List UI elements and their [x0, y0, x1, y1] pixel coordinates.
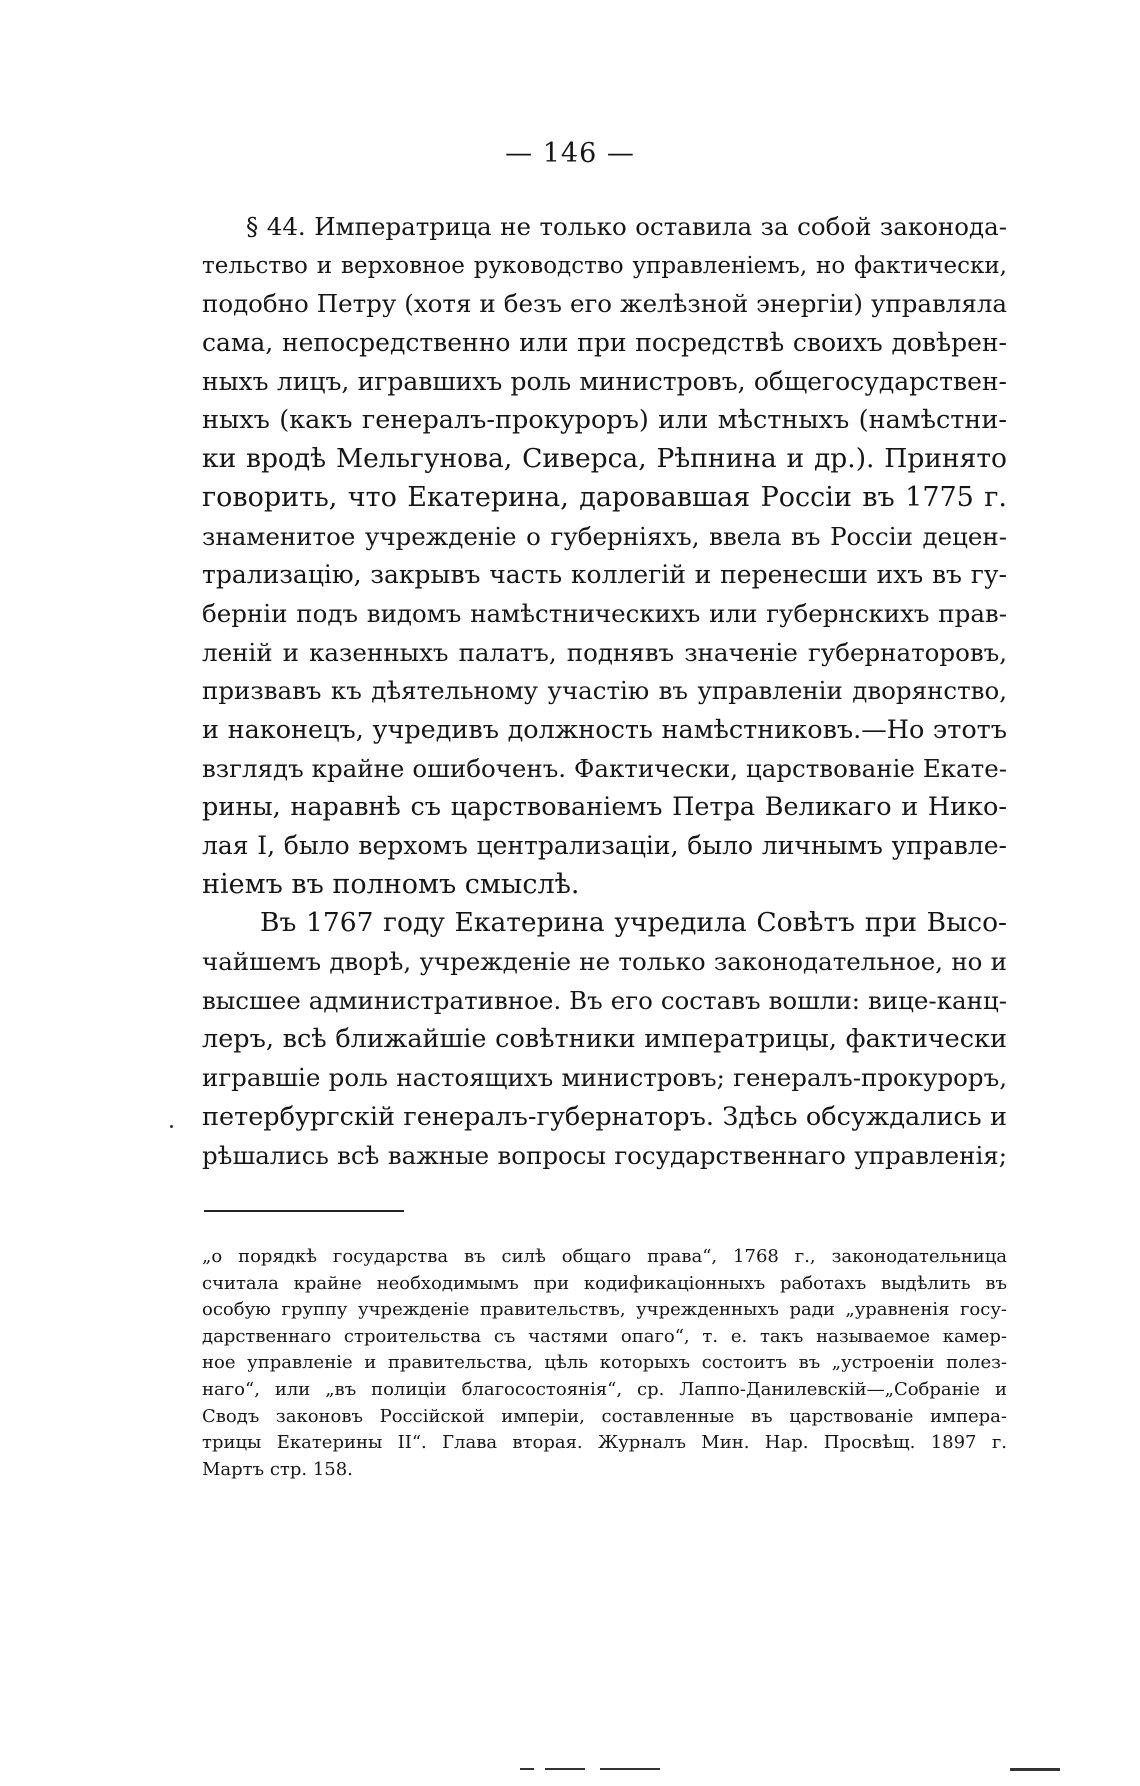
text-line: рины, наравнѣ съ царствованіемъ Петра Великаго и Нико-: [202, 792, 1007, 823]
text-line: ныхъ (какъ генералъ-прокуроръ) или мѣстныхъ (намѣстни-: [202, 405, 1007, 436]
text-line: ніемъ въ полномъ смыслѣ.: [202, 868, 580, 900]
text-line: тельство и верховное руководство управленіемъ, но фактически,: [202, 252, 1007, 279]
text-line: чайшемъ дворѣ, учрежденіе не только законодательное, но и: [202, 947, 1007, 977]
text-line: леръ, всѣ ближайшіе совѣтники императрицы, фактически: [202, 1024, 1007, 1055]
text-line: § 44. Императрица не только оставила за собой законода-: [246, 212, 1007, 241]
text-line: леній и казенныхъ палатъ, поднявъ значеніе губернаторовъ,: [202, 637, 1007, 667]
text-line: говорить, что Екатерина, даровавшая Россіи въ 1775 г.: [202, 481, 1007, 513]
text-line: сама, непосредственно или при посредствѣ своихъ довѣрен-: [202, 328, 1007, 358]
text-line: рѣшались всѣ важные вопросы государственнаго управленія;: [202, 1140, 1007, 1170]
text-line: ки вродѣ Мельгунова, Сиверса, Рѣпнина и др.). Принято: [202, 443, 1007, 475]
text-line: петербургскій генералъ-губернаторъ. Здѣсь обсуждались и: [202, 1101, 1007, 1132]
footnote-line: особую группу учрежденіе правительствъ, учрежденныхъ ради „уравненія госу-: [202, 1299, 1007, 1321]
text-line: ныхъ лицъ, игравшихъ роль министровъ, общегосударствен-: [202, 366, 1007, 396]
text-line: трализацію, закрывъ часть коллегій и перенесши ихъ въ гу-: [202, 560, 1007, 590]
text-line: знаменитое учрежденіе о губерніяхъ, ввела въ Россіи децен-: [202, 521, 1007, 551]
footnote-line: трицы Екатерины II“. Глава вторая. Журналъ Мин. Нар. Просвѣщ. 1897 г.: [202, 1432, 1007, 1454]
text-line: подобно Петру (хотя и безъ его желѣзной энергіи) управляла: [202, 289, 1007, 319]
text-line: высшее административное. Въ его составъ вошли: вице-канц-: [202, 985, 1007, 1015]
text-line: игравшіе роль настоящихъ министровъ; генералъ-прокуроръ,: [202, 1063, 1007, 1093]
text-line: берніи подъ видомъ намѣстническихъ или губернскихъ прав-: [202, 598, 1007, 628]
footnote-divider: [204, 1210, 404, 1212]
scan-artifact: [1010, 1768, 1060, 1771]
text-line: призвавъ къ дѣятельному участію въ управленіи дворянство,: [202, 676, 1007, 706]
footnote-line: Сводъ законовъ Россійской имперіи, составленные въ царствованіе импера-: [202, 1405, 1007, 1427]
text-line: взглядъ крайне ошибоченъ. Фактически, царствованіе Екате-: [202, 753, 1007, 783]
scan-artifact: [600, 1768, 660, 1770]
text-line: Въ 1767 году Екатерина учредила Совѣтъ при Высо-: [260, 907, 1007, 939]
footnote-line: дарственнаго строительства съ частями опаго“, т. е. такъ называемое камер-: [202, 1325, 1007, 1347]
footnote-line: считала крайне необходимымъ при кодификаціонныхъ работахъ выдѣлить въ: [202, 1272, 1007, 1294]
footnote-line: ное управленіе и правительства, цѣль которыхъ состоитъ въ „устроеніи полез-: [202, 1352, 1007, 1374]
scan-artifact: [545, 1768, 585, 1770]
footnote-block: [202, 1244, 1007, 1483]
text-line: лая I, было верхомъ централизаціи, было личнымъ управле-: [202, 831, 1007, 860]
main-text: [202, 208, 1007, 1175]
scan-artifact: [520, 1768, 534, 1770]
footnote-line: наго“, или „въ полиціи благосостоянія“, ср. Лаппо-Данилевскій—„Собраніе и: [202, 1378, 1007, 1400]
page-number: — 146 —: [505, 138, 635, 169]
scan-artifact: [170, 1125, 173, 1128]
footnote-line: „о порядкѣ государства въ силѣ общаго права“, 1768 г., законодательница: [202, 1246, 1007, 1267]
text-line: и наконецъ, учредивъ должность намѣстниковъ.—Но этотъ: [202, 714, 1007, 745]
footnote-line: Мартъ стр. 158.: [202, 1458, 353, 1480]
